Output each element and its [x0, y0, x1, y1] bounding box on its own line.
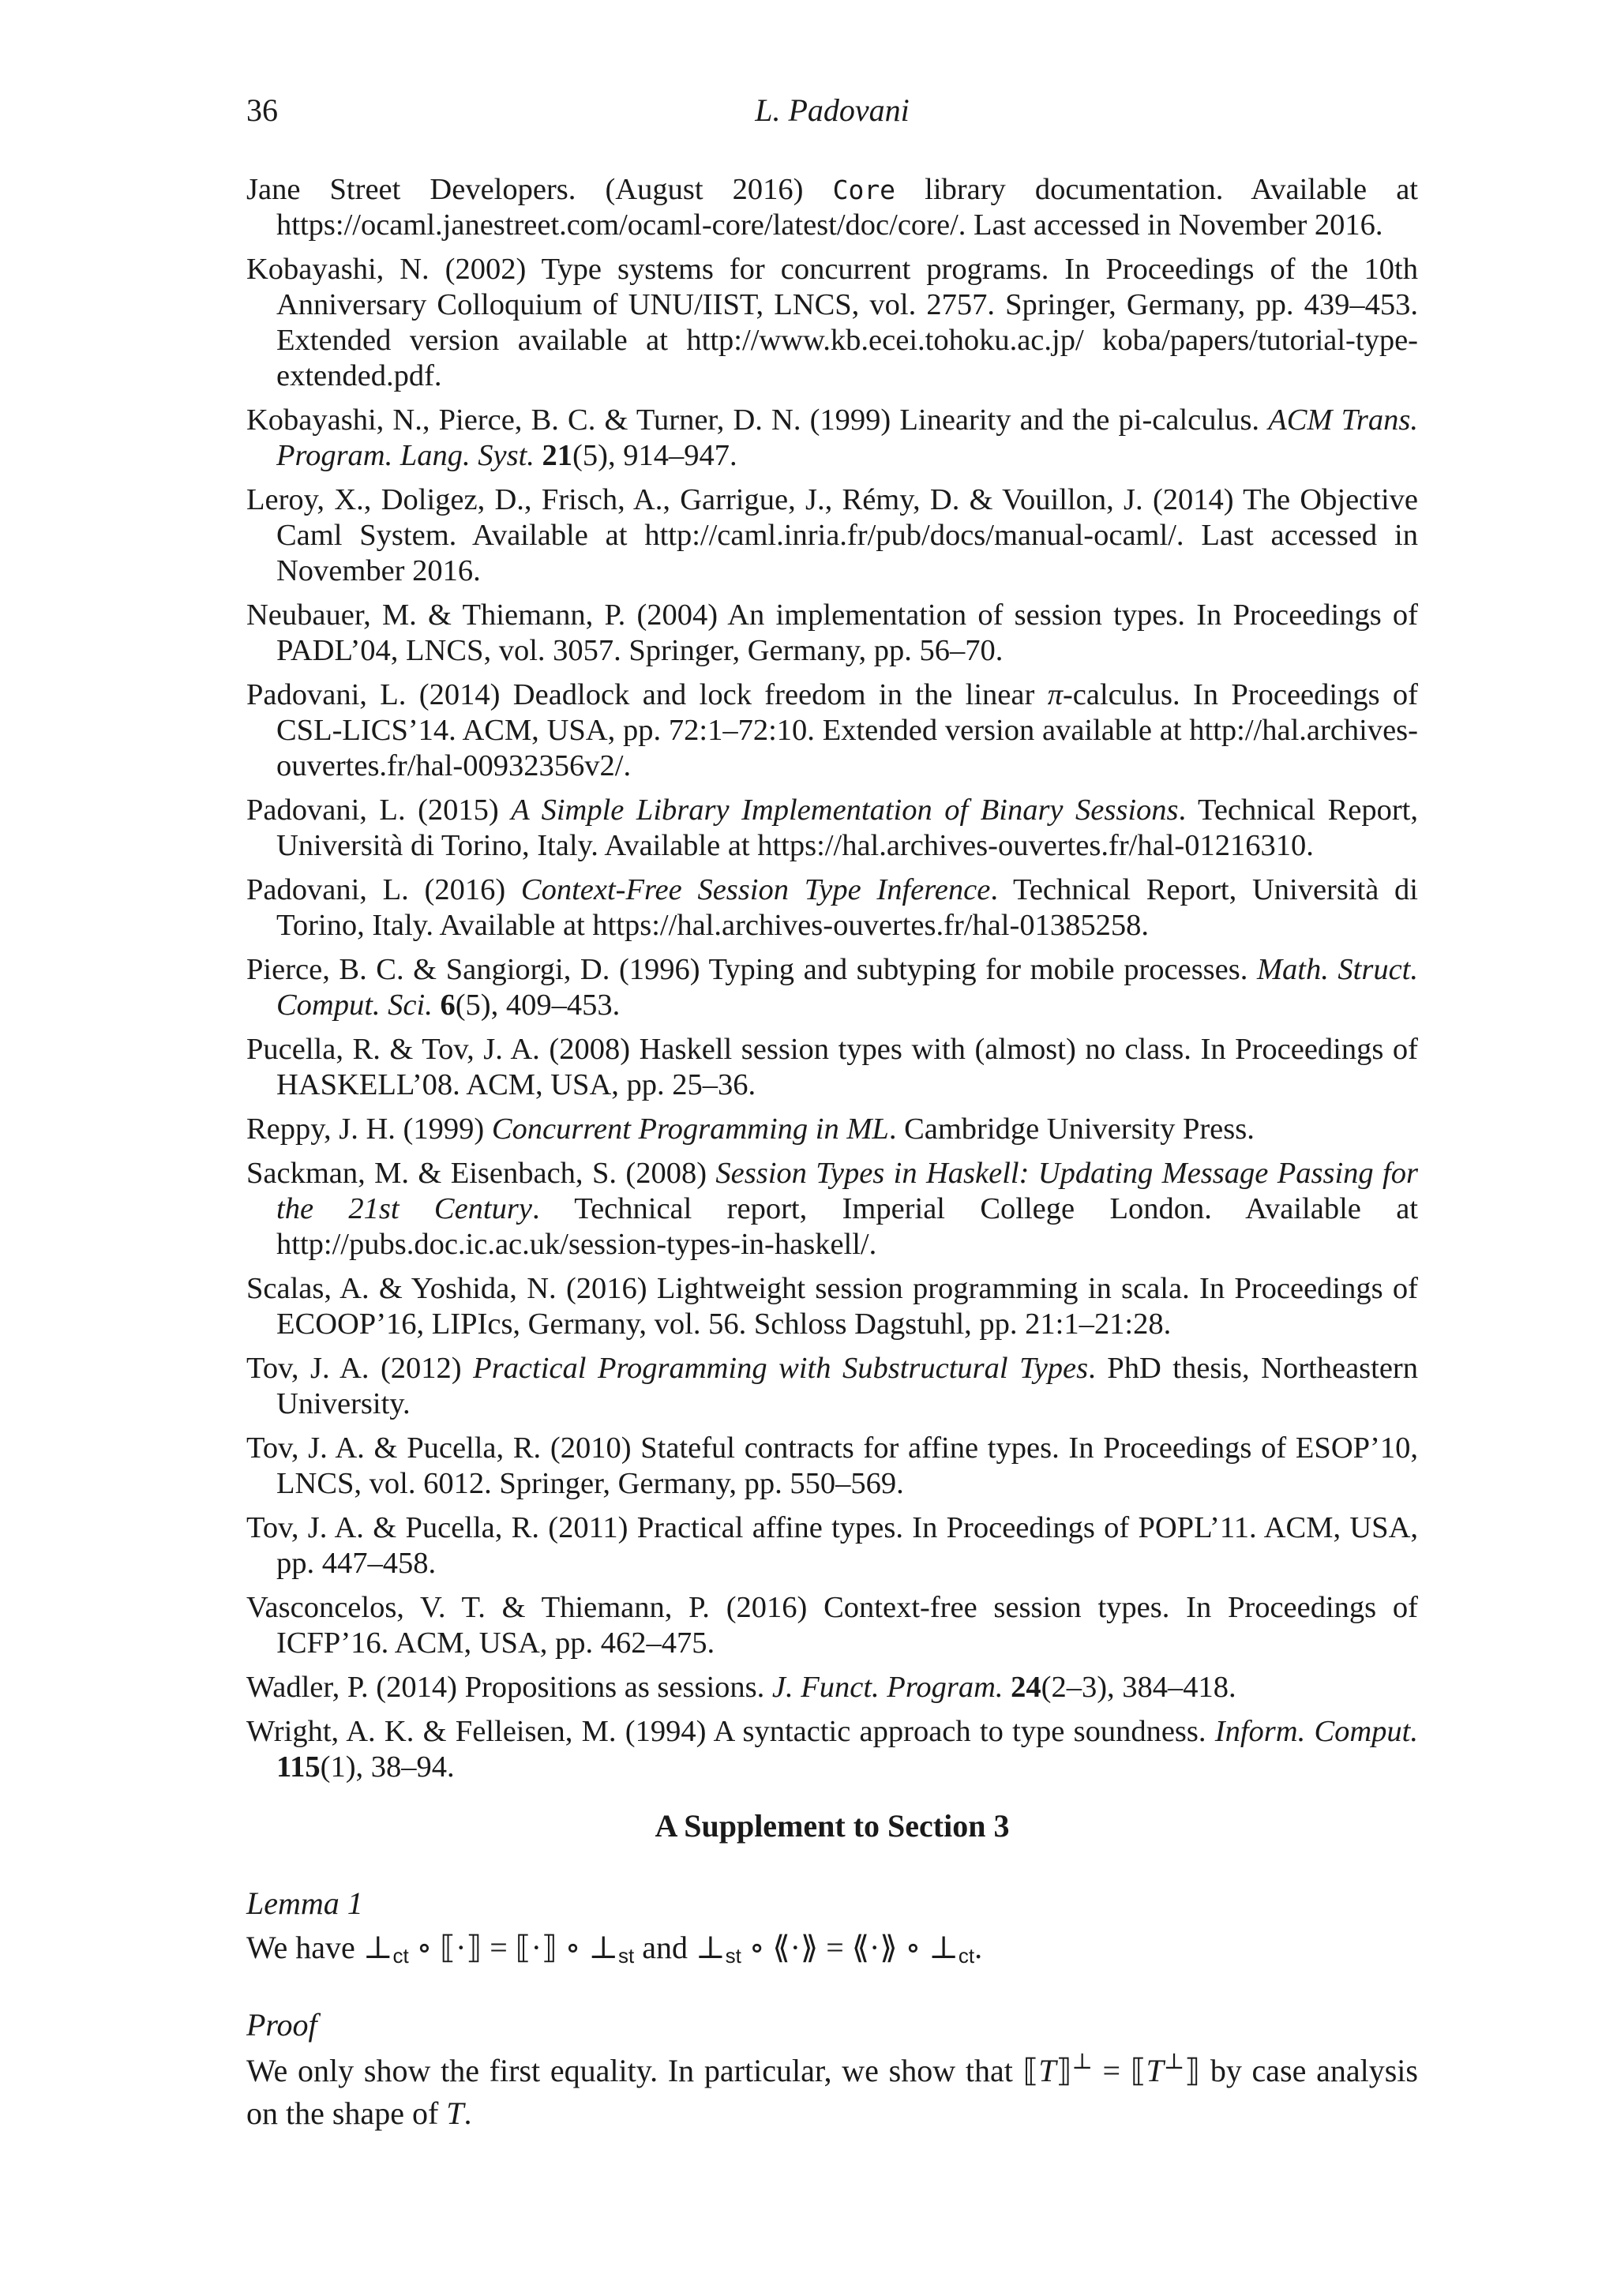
reference-text: Padovani, L. (2014) Deadlock and lock freedom in the linear — [246, 678, 1048, 711]
reference-list — [246, 172, 1418, 1794]
reference-text: . Technical report, Imperial College London. Available at http://pubs.doc.ic.ac.uk/session-types-in-haskell/. — [276, 1192, 1418, 1261]
reference-entry — [246, 1156, 1418, 1262]
lemma-statement: We have $\perp_{ct}$ ∘ ⟦·⟧ = ⟦·⟧ ∘ $\perp_{st}$ and $\perp_{st}$ ∘ ⟪·⟫ = ⟪·⟫ ∘ $\perp_{ct}$. — [246, 1930, 983, 1968]
reference-text: Core — [832, 174, 896, 205]
reference-text: π — [1047, 678, 1063, 711]
page-header — [246, 92, 1418, 139]
page-number: 36 — [246, 92, 278, 128]
reference-text: Pierce, B. C. & Sangiorgi, D. (1996) Typing and subtyping for mobile processes. — [246, 953, 1257, 986]
reference-text: library documentation. Available at https://ocaml.janestreet.com/ocaml-core/latest/doc/core/. Last accessed in November 2016. — [276, 173, 1419, 242]
reference-entry — [246, 1112, 1418, 1147]
reference-text: Pucella, R. & Tov, J. A. (2008) Haskell session types with (almost) no class. In Proceedings of HASKELL’08. ACM, USA, pp. 25–36. — [246, 1033, 1418, 1101]
reference-text: . PhD thesis, Northeastern University. — [276, 1352, 1418, 1420]
reference-text: (5), 914–947. — [572, 439, 737, 472]
reference-text: ACM Trans. Program. Lang. Syst. — [276, 403, 1418, 472]
reference-entry — [246, 677, 1418, 784]
reference-text: 24 — [1011, 1671, 1041, 1704]
reference-text: Tov, J. A. & Pucella, R. (2010) Stateful contracts for affine types. In Proceedings of ESOP’10, LNCS, vol. 6012. Springer, Germany, pp. 550–569. — [246, 1431, 1418, 1500]
reference-text: Inform. Comput. — [1214, 1715, 1418, 1748]
reference-entry — [246, 1714, 1418, 1785]
reference-text: J. Funct. Program. — [771, 1671, 1004, 1704]
running-head: L. Padovani — [755, 92, 910, 128]
reference-text: 21 — [542, 439, 573, 472]
reference-text: Concurrent Programming in ML — [491, 1112, 889, 1146]
reference-text: Neubauer, M. & Thiemann, P. (2004) An implementation of session types. In Proceedings of PADL’04, LNCS, vol. 3057. Springer, Germany, pp. 56–70. — [246, 598, 1418, 667]
reference-text: Kobayashi, N., Pierce, B. C. & Turner, D. N. (1999) Linearity and the pi-calculus. — [246, 403, 1269, 437]
reference-text: -calculus. In Proceedings of CSL-LICS’14. ACM, USA, pp. 72:1–72:10. Extended version available at http://hal.archives-ouvertes.fr/hal-00932356v2/. — [276, 678, 1419, 782]
reference-text: Math. Struct. Comput. Sci. — [276, 953, 1419, 1022]
reference-text: Practical Programming with Substructural Types — [473, 1352, 1089, 1385]
proof-title: Proof — [246, 2007, 317, 2043]
reference-text: . Cambridge University Press. — [888, 1112, 1255, 1146]
reference-text: Tov, J. A. (2012) — [246, 1352, 474, 1385]
reference-text: (5), 409–453. — [455, 989, 621, 1022]
reference-entry — [246, 1351, 1418, 1422]
reference-text: . Technical Report, Università di Torino, Italy. Available at https://hal.archives-ouvertes.fr/hal-01385258. — [276, 873, 1418, 942]
reference-entry — [246, 1032, 1418, 1103]
reference-entry — [246, 793, 1418, 864]
reference-text: A Simple Library Implementation of Binary Sessions — [511, 793, 1179, 827]
reference-entry — [246, 172, 1418, 243]
reference-entry — [246, 1590, 1418, 1661]
reference-text: Reppy, J. H. (1999) — [246, 1112, 492, 1146]
reference-text: (2–3), 384–418. — [1041, 1671, 1236, 1704]
reference-entry — [246, 1431, 1418, 1502]
reference-text: Vasconcelos, V. T. & Thiemann, P. (2016) Context-free session types. In Proceedings of ICFP’16. ACM, USA, pp. 462–475. — [246, 1591, 1418, 1660]
section-title: A Supplement to Section 3 — [655, 1808, 1010, 1844]
supplement-section — [246, 1806, 1418, 2135]
reference-text: Leroy, X., Doligez, D., Frisch, A., Garrigue, J., Rémy, D. & Vouillon, J. (2014) The Objective Caml System. Available at http://caml.inria.fr/pub/docs/manual-ocaml/. Last accessed in November 2016. — [246, 483, 1418, 587]
reference-text: Jane Street Developers. (August 2016) — [246, 173, 833, 206]
reference-entry — [246, 1670, 1418, 1705]
reference-entry — [246, 598, 1418, 669]
lemma-title: Lemma 1 — [246, 1885, 363, 1921]
reference-text: . Technical Report, Università di Torino, Italy. Available at https://hal.archives-ouvertes.fr/hal-01216310. — [276, 793, 1418, 862]
reference-text: Padovani, L. (2016) — [246, 873, 521, 906]
reference-text: Session Types in Haskell: Updating Message Passing for the 21st Century — [276, 1157, 1418, 1225]
reference-entry — [246, 1271, 1418, 1342]
reference-text: 115 — [276, 1750, 321, 1784]
reference-text: Tov, J. A. & Pucella, R. (2011) Practical affine types. In Proceedings of POPL’11. ACM, USA, pp. 447–458. — [246, 1511, 1418, 1580]
reference-text: Wadler, P. (2014) Propositions as sessions. — [246, 1671, 772, 1704]
proof-text: We only show the first equality. In particular, we show that ⟦T⟧⊥ = ⟦T⊥⟧ by case analysis on the shape of T. — [246, 2050, 1418, 2131]
reference-entry — [246, 252, 1418, 394]
reference-entry — [246, 952, 1418, 1023]
reference-text: 6 — [440, 989, 456, 1022]
reference-text: Kobayashi, N. (2002) Type systems for concurrent programs. In Proceedings of the 10th Anniversary Colloquium of UNU/IIST, LNCS, vol. 2757. Springer, Germany, pp. 439–453. Extended version available at http://www.kb.ecei.tohoku.ac.jp/ koba/papers/tutorial-type-extended.pdf. — [246, 253, 1418, 392]
reference-text: Sackman, M. & Eisenbach, S. (2008) — [246, 1157, 716, 1190]
reference-entry — [246, 482, 1418, 589]
reference-text: Wright, A. K. & Felleisen, M. (1994) A syntactic approach to type soundness. — [246, 1715, 1215, 1748]
reference-entry — [246, 872, 1418, 944]
reference-text — [535, 439, 542, 472]
reference-text: (1), 38–94. — [320, 1750, 455, 1784]
reference-text — [1004, 1671, 1011, 1704]
reference-text: Padovani, L. (2015) — [246, 793, 512, 827]
reference-entry — [246, 403, 1418, 474]
reference-text: Context-Free Session Type Inference — [520, 873, 991, 906]
reference-entry — [246, 1510, 1418, 1581]
reference-text: Scalas, A. & Yoshida, N. (2016) Lightweight session programming in scala. In Proceedings of ECOOP’16, LIPIcs, Germany, vol. 56. Schloss Dagstuhl, pp. 21:1–21:28. — [246, 1272, 1418, 1341]
